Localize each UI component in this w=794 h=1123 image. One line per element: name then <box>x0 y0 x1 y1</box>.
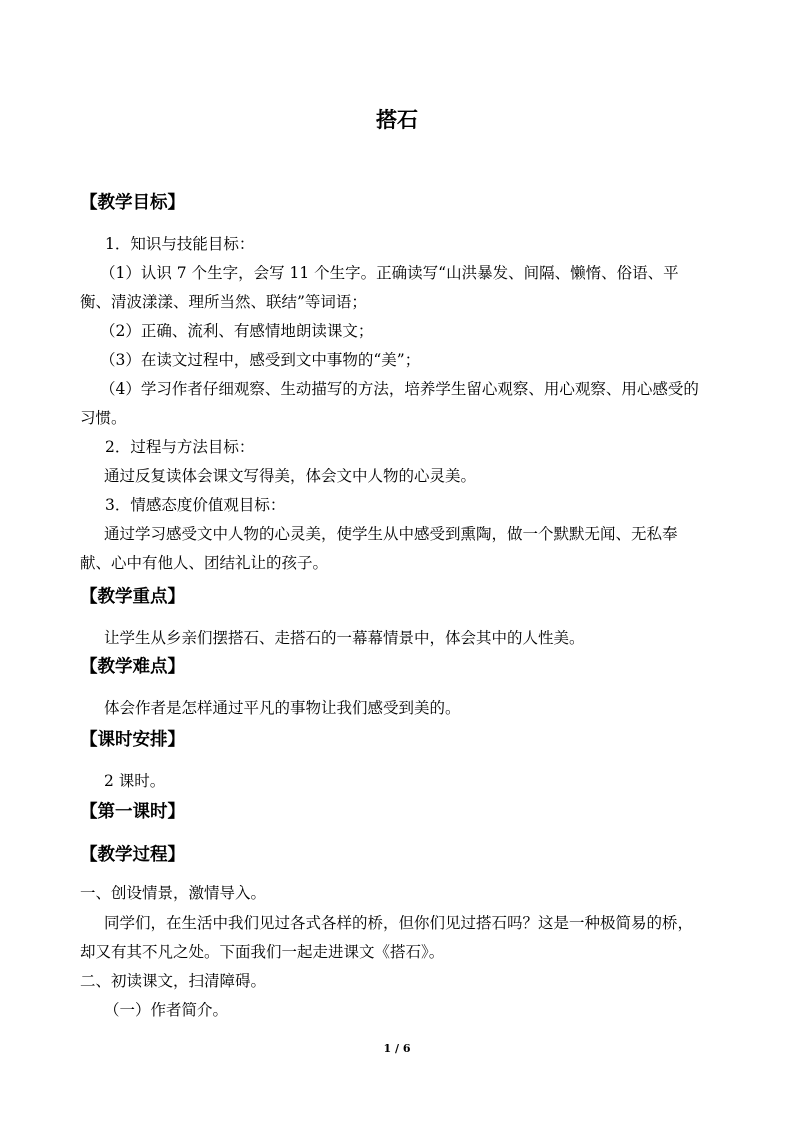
step1-line1: 同学们，在生活中我们见过各式各样的桥，但你们见过搭石吗？这是一种极简易的桥， <box>104 914 694 932</box>
focus-text: 让学生从乡亲们摆搭石、走搭石的一幕幕情景中，体会其中的人性美。 <box>104 629 585 647</box>
process-heading: 【教学过程】 <box>80 845 185 865</box>
step2-sub1: （一）作者简介。 <box>104 1001 229 1019</box>
goal1-item2: （2）正确、流利、有感情地朗读课文； <box>100 322 374 340</box>
goal3-line1: 通过学习感受文中人物的心灵美，使学生从中感受到熏陶，做一个默默无闻、无私奉 <box>104 525 678 543</box>
step2-title: 二、初读课文，扫清障碍。 <box>80 972 267 990</box>
goal3-line2: 献、心中有他人、团结礼让的孩子。 <box>80 554 329 572</box>
page-indicator: 1 / 6 <box>383 1042 411 1055</box>
goal1-item4-line1: （4）学习作者仔细观察、生动描写的方法，培养学生留心观察、用心观察、用心感受的 <box>100 380 699 398</box>
goal1-item1-line1: （1）认识 7 个生字，会写 11 个生字。正确读写“山洪暴发、间隔、懒惰、俗语、平 <box>100 264 679 282</box>
goal1-item1-line2: 衡、清波漾漾、理所当然、联结”等词语； <box>80 293 367 311</box>
goal2-label: 2．过程与方法目标： <box>105 438 255 456</box>
step1-line2: 却又有其不凡之处。下面我们一起走进课文《搭石》。 <box>80 943 445 961</box>
goal2-text: 通过反复读体会课文写得美，体会文中人物的心灵美。 <box>104 467 477 485</box>
difficulty-text: 体会作者是怎样通过平凡的事物让我们感受到美的。 <box>104 699 461 717</box>
schedule-text: 2 课时。 <box>104 772 166 790</box>
focus-heading: 【教学重点】 <box>80 587 185 607</box>
first-lesson-heading: 【第一课时】 <box>80 802 185 822</box>
page-title: 搭石 <box>376 108 418 132</box>
goals-heading: 【教学目标】 <box>80 193 185 213</box>
goal1-item4-line2: 习惯。 <box>80 409 127 427</box>
goal1-label: 1．知识与技能目标： <box>105 235 255 253</box>
goal1-item3: （3）在读文过程中，感受到文中事物的“美”； <box>100 351 421 369</box>
step1-title: 一、创设情景，激情导入。 <box>80 884 267 902</box>
goal3-label: 3．情感态度价值观目标： <box>105 496 286 514</box>
schedule-heading: 【课时安排】 <box>80 730 185 750</box>
difficulty-heading: 【教学难点】 <box>80 657 185 677</box>
